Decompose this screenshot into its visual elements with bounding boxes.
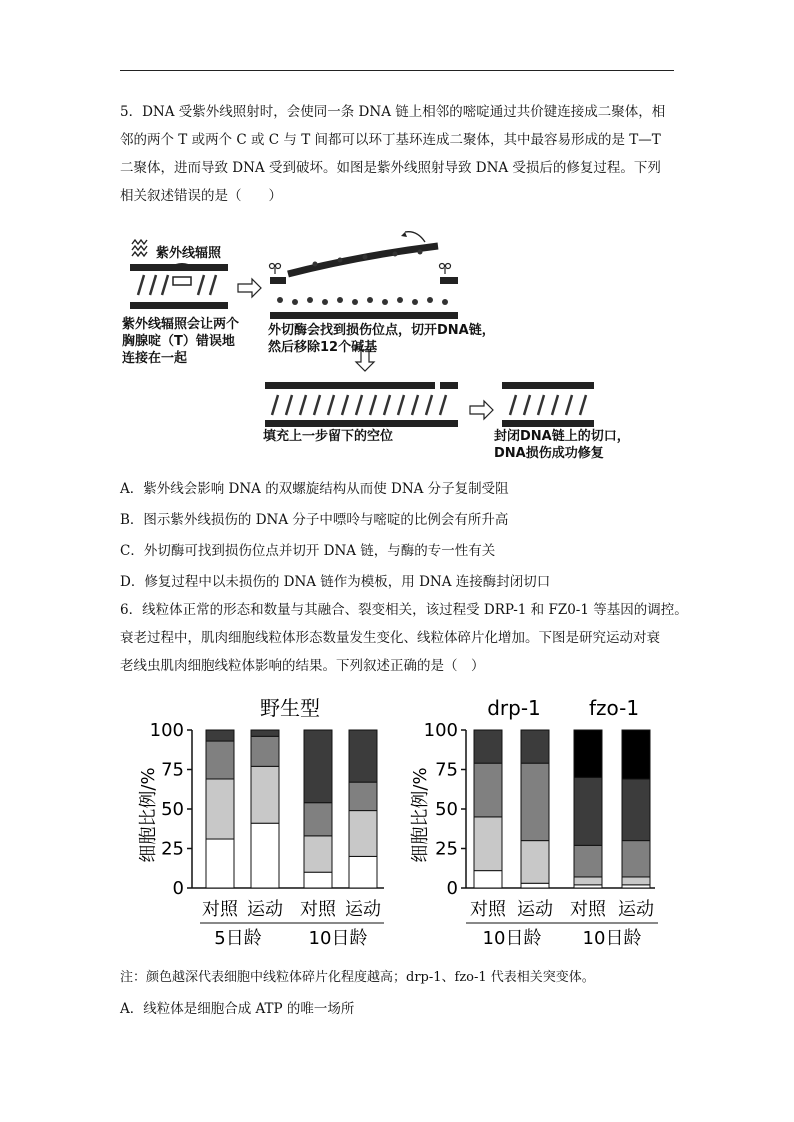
chart-2-group-1: 10日龄 — [482, 928, 542, 949]
y-tick-label: 50 — [161, 799, 184, 820]
q6-chart-note: 注：颜色越深代表细胞中线粒体碎片化程度越高；drp-1、fzo-1 代表相关突变体。 — [120, 970, 595, 985]
q5-line-2: 邻的两个 T 或两个 C 或 C 与 T 间都可以环丁基环连成二聚体，其中最容易形成的是 T—T — [120, 132, 661, 148]
bar-segment — [622, 730, 650, 779]
bar-segment — [251, 736, 279, 766]
bar-segment — [251, 823, 279, 888]
y-tick-label: 50 — [435, 799, 458, 820]
panel-3-dna — [265, 382, 458, 427]
arrow-right-icon-2 — [470, 401, 493, 419]
uv-label: 紫外线辐照 — [156, 246, 222, 261]
bar-segment — [349, 730, 377, 782]
chart-2-title-right: fzo-1 — [588, 696, 640, 720]
q5-option-d: D．修复过程中以未损伤的 DNA 链作为模板，用 DNA 连接酶封闭切口 — [120, 574, 551, 590]
bar-segment — [622, 841, 650, 877]
y-tick-label: 0 — [172, 878, 184, 899]
bar-segment — [304, 730, 332, 803]
chart-2-xlabel-3: 对照 — [570, 899, 606, 920]
chart-2-ylabel: 细胞比例/% — [410, 767, 431, 863]
chart-2-xlabel-1: 对照 — [470, 899, 506, 920]
panel-2-dna — [270, 232, 459, 319]
bar-segment — [206, 730, 234, 741]
step-4-caption: 封闭DNA链上的切口， DNA损伤成功修复 — [494, 429, 630, 461]
bar-segment — [349, 811, 377, 857]
y-tick-label: 100 — [149, 720, 184, 741]
chart-wildtype — [138, 696, 384, 949]
q5-line-4: 相关叙述错误的是（ ） — [120, 188, 282, 204]
chart-2-title-left: drp-1 — [487, 696, 541, 720]
q5-line-3: 二聚体，进而导致 DNA 受到破坏。如图是紫外线照射导致 DNA 受损后的修复过程。下列 — [120, 160, 661, 176]
bar-segment — [206, 779, 234, 839]
q6-option-a: A．线粒体是细胞合成 ATP 的唯一场所 — [120, 1001, 355, 1017]
q5-option-b: B．图示紫外线损伤的 DNA 分子中嘌呤与嘧啶的比例会有所升高 — [120, 512, 509, 528]
step-1-caption: 紫外线辐照会让两个 胸腺啶（T）错误地 连接在一起 — [122, 317, 240, 366]
bar-segment — [349, 856, 377, 888]
bar-segment — [474, 871, 502, 888]
bar-segment — [304, 803, 332, 836]
y-tick-label: 75 — [435, 759, 458, 781]
dna-repair-figure — [120, 222, 640, 462]
q6-line-2: 衰老过程中，肌肉细胞线粒体形态数量发生变化、线粒体碎片化增加。下图是研究运动对衰 — [120, 630, 660, 646]
bar-segment — [574, 777, 602, 845]
q5-line-1: 5．DNA 受紫外线照射时，会使同一条 DNA 链上相邻的嘧啶通过共价键连接成二聚体，相 — [120, 104, 666, 120]
bar-segment — [474, 730, 502, 763]
step-3-caption: 填充上一步留下的空位 — [263, 429, 394, 444]
bar-segment — [574, 730, 602, 777]
arrow-right-icon — [238, 279, 261, 297]
bar-segment — [474, 763, 502, 817]
y-tick-label: 25 — [435, 838, 458, 860]
chart-1-ylabel: 细胞比例/% — [138, 767, 159, 863]
bar-segment — [349, 782, 377, 810]
chart-1-xlabel-3: 对照 — [300, 899, 336, 920]
bar-segment — [251, 730, 279, 736]
mitochondria-charts — [130, 690, 670, 952]
bar-segment — [304, 836, 332, 872]
chart-2-xlabel-4: 运动 — [618, 899, 654, 920]
chart-1-group-2: 10日龄 — [308, 928, 368, 949]
panel-1-dna — [130, 264, 228, 309]
q5-option-c: C．外切酶可找到损伤位点并切开 DNA 链，与酶的专一性有关 — [120, 543, 496, 559]
q5-option-a: A．紫外线会影响 DNA 的双螺旋结构从而使 DNA 分子复制受阻 — [120, 481, 509, 497]
question-6-stem — [120, 596, 690, 680]
panel-4-dna — [502, 382, 594, 427]
chart-2-xlabel-2: 运动 — [517, 899, 553, 920]
q6-line-3: 老线虫肌肉细胞线粒体影响的结果。下列叙述正确的是（ ） — [120, 658, 485, 674]
bar-segment — [251, 766, 279, 823]
bar-segment — [622, 877, 650, 885]
uv-rays-icon — [132, 240, 147, 256]
bar-segment — [304, 872, 332, 888]
bar-segment — [574, 877, 602, 885]
q6-line-1: 6．线粒体正常的形态和数量与其融合、裂变相关，该过程受 DRP-1 和 FZ0-1 等基因的调控。 — [120, 602, 688, 618]
bar-segment — [206, 741, 234, 779]
bar-segment — [521, 841, 549, 884]
chart-1-group-1: 5日龄 — [214, 928, 262, 949]
bar-segment — [206, 839, 234, 888]
step-2-caption: 外切酶会找到损伤位点，切开DNA链， 然后移除12个碱基 — [268, 323, 495, 355]
header-rule — [120, 70, 674, 71]
y-tick-label: 25 — [161, 838, 184, 860]
question-5-stem — [120, 98, 680, 210]
bar-segment — [521, 730, 549, 763]
bar-segment — [474, 817, 502, 871]
chart-1-xlabel-2: 运动 — [247, 899, 283, 920]
y-tick-label: 100 — [423, 720, 458, 741]
bar-segment — [521, 763, 549, 840]
chart-1-title: 野生型 — [260, 696, 320, 720]
bar-segment — [574, 845, 602, 877]
y-tick-label: 0 — [446, 878, 458, 899]
chart-2-group-2: 10日龄 — [582, 928, 642, 949]
bar-segment — [622, 779, 650, 841]
chart-1-xlabel-4: 运动 — [345, 899, 381, 920]
bar-segment — [521, 883, 549, 888]
chart-1-xlabel-1: 对照 — [202, 899, 238, 920]
y-tick-label: 75 — [161, 759, 184, 781]
chart-mutants — [410, 696, 658, 949]
